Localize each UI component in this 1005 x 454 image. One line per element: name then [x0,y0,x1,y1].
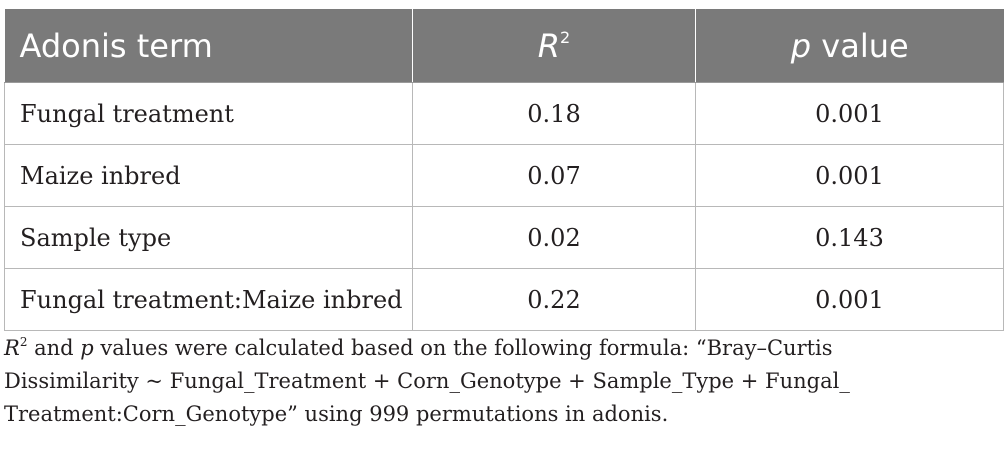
table-row [5,269,1004,331]
footnote-line-3: Treatment:Corn_Genotype” using 999 permutations in adonis. [4,402,669,426]
footnote-line-2: Dissimilarity ~ Fungal_Treatment + Corn_Genotype + Sample_Type + Fungal_ [4,369,850,393]
header-r-squared-base: R [537,26,561,65]
cell-r-squared: 0.07 [413,145,696,207]
cell-p-value: 0.001 [696,269,1004,331]
footnote-r-base: R [4,336,20,360]
table-row [5,145,1004,207]
footnote-and: and [27,336,81,360]
table-header-row [5,9,1004,83]
footnote-r-superscript: 2 [19,335,28,349]
cell-r-squared: 0.02 [413,207,696,269]
cell-r-squared: 0.18 [413,83,696,145]
header-p-italic: p [790,26,812,65]
header-r-squared [413,9,696,83]
table-footnote [4,332,994,431]
cell-p-value: 0.001 [696,145,1004,207]
header-p-value [696,9,1004,83]
adonis-results-table [4,9,1004,331]
cell-term: Fungal treatment [5,83,413,145]
results-table-container [4,9,1003,331]
header-adonis-term: Adonis term [5,9,413,83]
table-row [5,83,1004,145]
cell-term: Maize inbred [5,145,413,207]
cell-p-value: 0.143 [696,207,1004,269]
table-row [5,207,1004,269]
cell-term: Fungal treatment:Maize inbred [5,269,413,331]
footnote-p-italic: p [80,336,94,360]
header-p-value-rest: value [811,26,909,65]
cell-r-squared: 0.22 [413,269,696,331]
footnote-text-line-1: values were calculated based on the following formula: “Bray–Curtis [93,336,833,360]
cell-term: Sample type [5,207,413,269]
header-r-squared-superscript: 2 [560,27,571,47]
footnote-line-1 [4,332,994,365]
cell-p-value: 0.001 [696,83,1004,145]
